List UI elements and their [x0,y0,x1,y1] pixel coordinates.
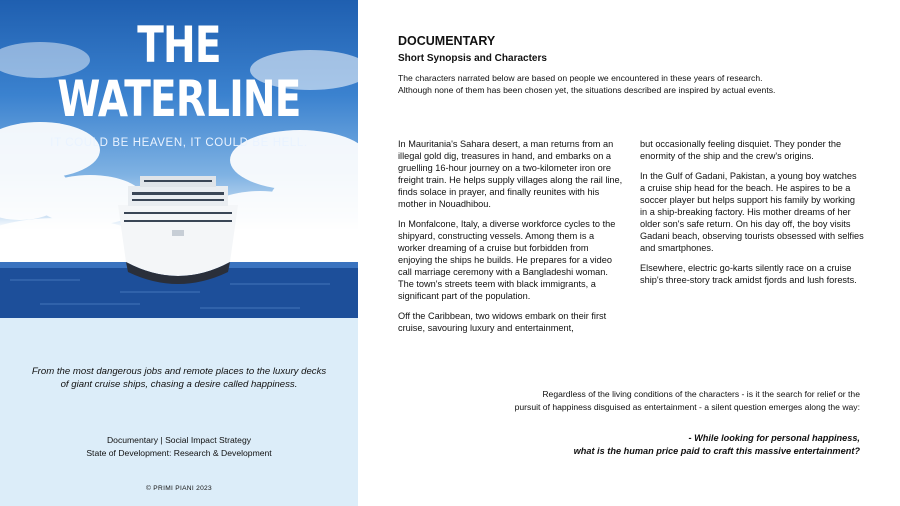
synopsis-paragraph: In the Gulf of Gadani, Pakistan, a young boy watches a cruise ship head for the beach. He aspires to be a soccer player but helps support his family by working in a ship-breaking factory. His mother dreams of her older son's safe return. On his day off, the boy visits Gadani beach, observing tourists obsessed with selfies and smartphones. [640,171,864,253]
poster-quote: From the most dangerous jobs and remote places to the luxury decks of giant cruise ships, chasing a desire called happiness. [31,366,327,390]
intro-line2: Although none of them has been chosen yet, the situations described are inspired by actual events. [398,84,776,95]
closing-question [440,432,860,457]
poster-info-panel [0,318,358,506]
cruise-ship-image [0,0,358,318]
synopsis-paragraph: but occasionally feeling disquiet. They ponder the enormity of the ship and the crew's origins. [640,139,842,161]
question-line2: what is the human price paid to craft this massive entertainment? [573,445,860,456]
synopsis-paragraph: Off the Caribbean, two widows embark on their first cruise, savouring luxury and entertainment, [398,311,607,333]
synopsis-paragraph: In Monfalcone, Italy, a diverse workforce cycles to the shipyard, constructing vessels. Among them is a worker dreaming of a cruise but forbidden from enjoying the ships he builds. He prepares for a video call marriage ceremony with a Bangladeshi woman. The town's streets teem with black immigrants, a significant part of the population. [398,219,616,301]
synopsis-paragraph: Elsewhere, electric go-karts silently race on a cruise ship's three-story track amidst fjords and lush forests. [640,263,857,285]
intro-line1: The characters narrated below are based on people we encountered in these years of research. [398,73,763,83]
closing-text [460,388,860,413]
question-line1: - While looking for personal happiness, [688,433,860,443]
section-subheading: Short Synopsis and Characters [398,53,547,64]
poster [0,0,358,506]
section-heading: DOCUMENTARY [398,34,496,48]
poster-tagline: IT COULD BE HEAVEN, IT COULD BE HELL. [50,137,308,149]
intro-text [398,73,868,96]
synopsis-column-2 [640,138,864,294]
poster-meta-line1: Documentary | Social Impact Strategy [106,435,252,445]
poster-title-line1: THE [137,16,221,74]
poster-copyright: © PRIMI PIANI 2023 [146,485,212,492]
poster-meta-line2: State of Development: Research & Development [86,448,272,458]
synopsis-paragraph: In Mauritania's Sahara desert, a man returns from an illegal gold dig, treasures in hand, and embarks on a gruelling 16-hour journey on a two-kilometer iron ore freight train. He helps supply villages along the rail line, finds solace in prayer, and finally reunites with his mother in Nouadhibou. [398,139,623,209]
synopsis-column-1 [398,138,624,342]
closing-line2: pursuit of happiness disguised as entertainment - a silent question emerges along the way: [514,401,860,412]
poster-title-line2: WATERLINE [57,70,301,128]
closing-line1: Regardless of the living conditions of the characters - is it the search for relief or the [542,389,860,399]
